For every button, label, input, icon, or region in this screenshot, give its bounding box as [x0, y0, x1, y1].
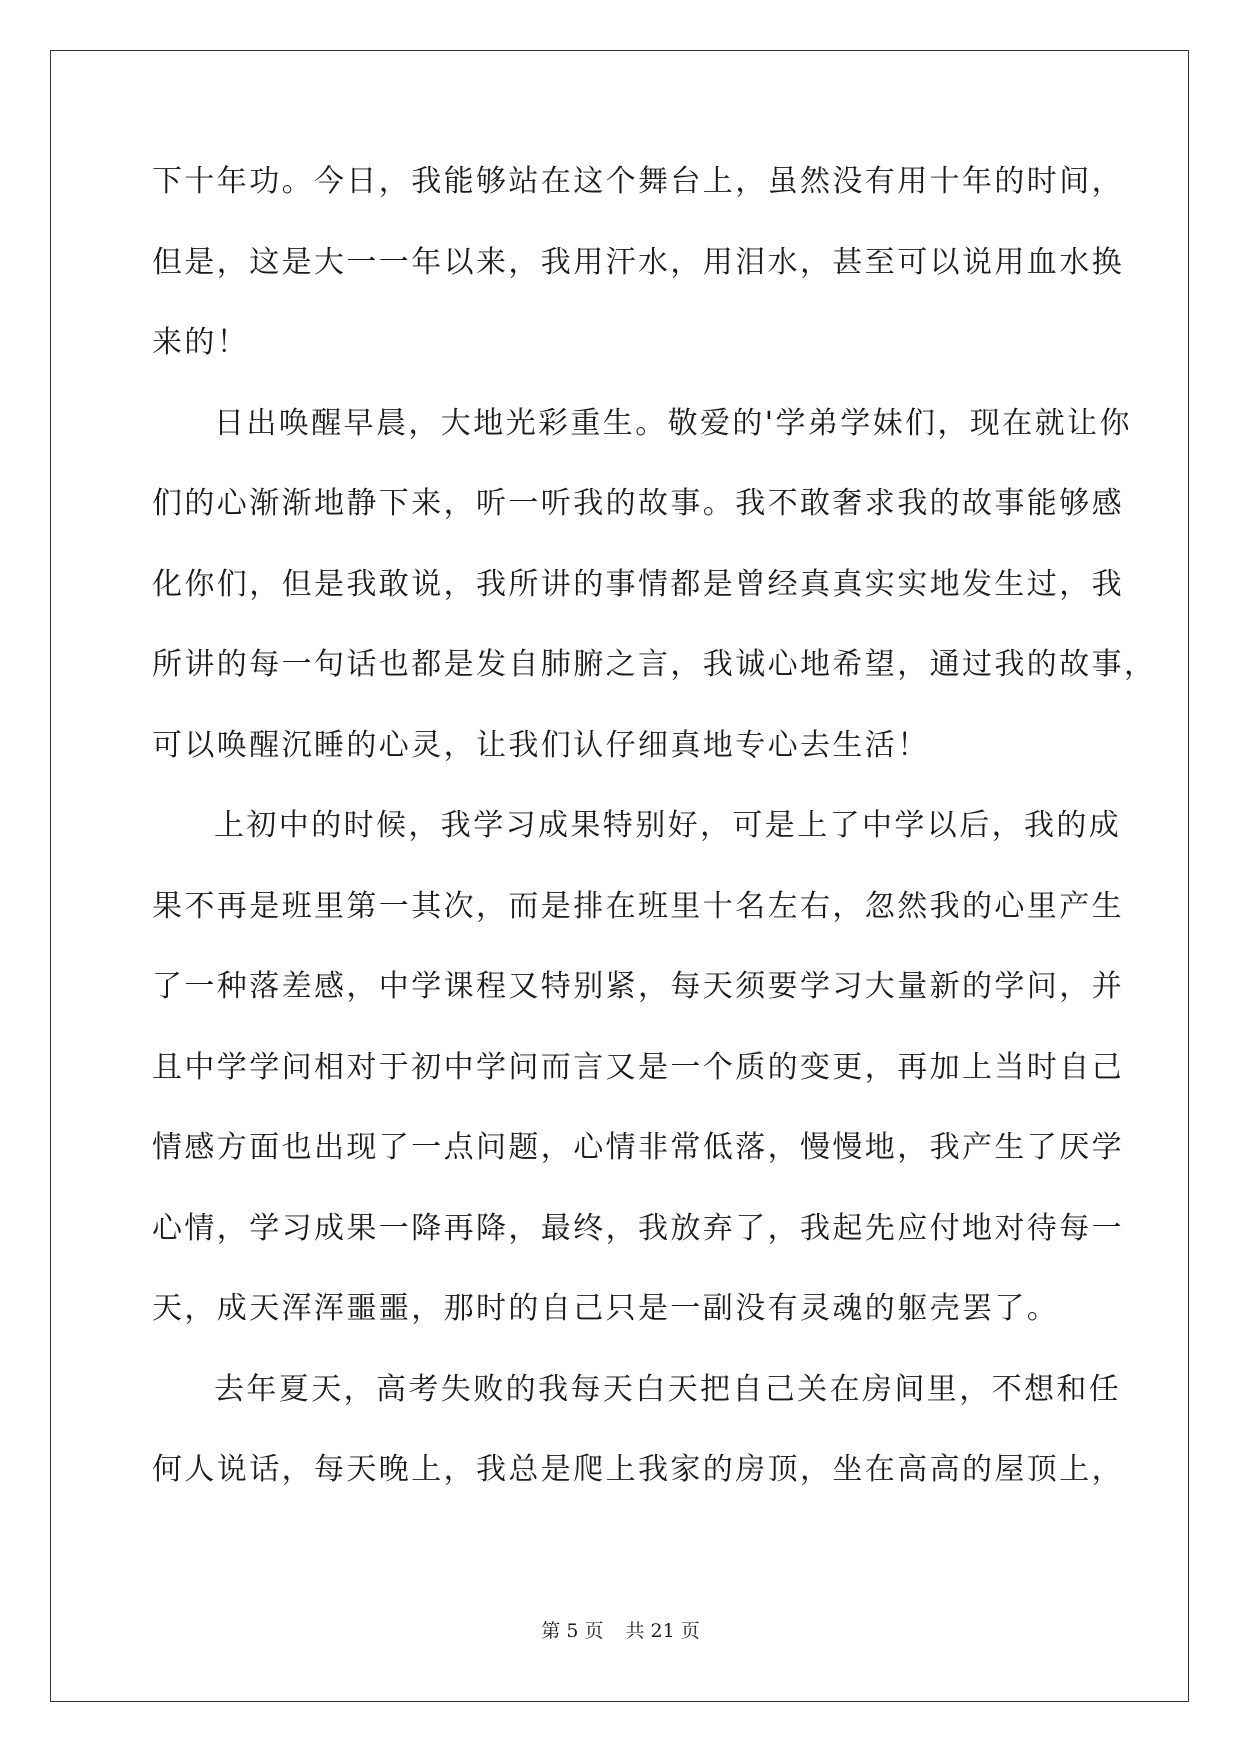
text-line-14: 心情，学习成果一降再降，最终，我放弃了，我起先应付地对待每一 [152, 1210, 1124, 1246]
text-line-9: 上初中的时候，我学习成果特别好，可是上了中学以后，我的成 [214, 808, 1122, 843]
page-total: 共 21 页 [625, 1620, 700, 1642]
text-line-16: 去年夏天，高考失败的我每天白天把自己关在房间里，不想和任 [214, 1371, 1122, 1407]
text-line-17: 何人说话，每天晚上，我总是爬上我家的房顶，坐在高高的屋顶上， [152, 1452, 1124, 1487]
text-line-15: 天，成天浑浑噩噩，那时的自己只是一副没有灵魂的躯壳罢了。 [152, 1291, 1060, 1326]
text-line-1: 下十年功。今日，我能够站在这个舞台上，虽然没有用十年的时间， [152, 164, 1124, 199]
document-body [152, 164, 1157, 1533]
text-line-13: 情感方面也出现了一点问题，心情非常低落，慢慢地，我产生了厌学 [152, 1130, 1124, 1165]
text-line-10: 果不再是班里第一其次，而是排在班里十名左右，忽然我的心里产生 [152, 888, 1124, 924]
text-line-4: 日出唤醒早晨，大地光彩重生。敬爱的'学弟学妹们，现在就让你 [214, 405, 1132, 441]
text-line-5: 们的心渐渐地静下来，听一听我的故事。我不敢奢求我的故事能够感 [152, 486, 1124, 521]
text-line-11: 了一种落差感，中学课程又特别紧，每天须要学习大量新的学问，并 [152, 969, 1124, 1004]
text-line-8: 可以唤醒沉睡的心灵，让我们认仔细真地专心去生活！ [152, 727, 930, 763]
page-number: 第 5 页 [541, 1620, 604, 1642]
text-line-7: 所讲的每一句话也都是发自肺腑之言，我诚心地希望，通过我的故事， [152, 647, 1157, 682]
text-line-2: 但是，这是大一一年以来，我用汗水，用泪水，甚至可以说用血水换 [152, 244, 1124, 280]
page-footer [0, 1616, 1241, 1643]
text-line-12: 且中学学问相对于初中学问而言又是一个质的变更，再加上当时自己 [152, 1049, 1124, 1085]
text-line-3: 来的！ [152, 325, 250, 360]
text-line-6: 化你们，但是我敢说，我所讲的事情都是曾经真真实实地发生过，我 [152, 566, 1124, 602]
